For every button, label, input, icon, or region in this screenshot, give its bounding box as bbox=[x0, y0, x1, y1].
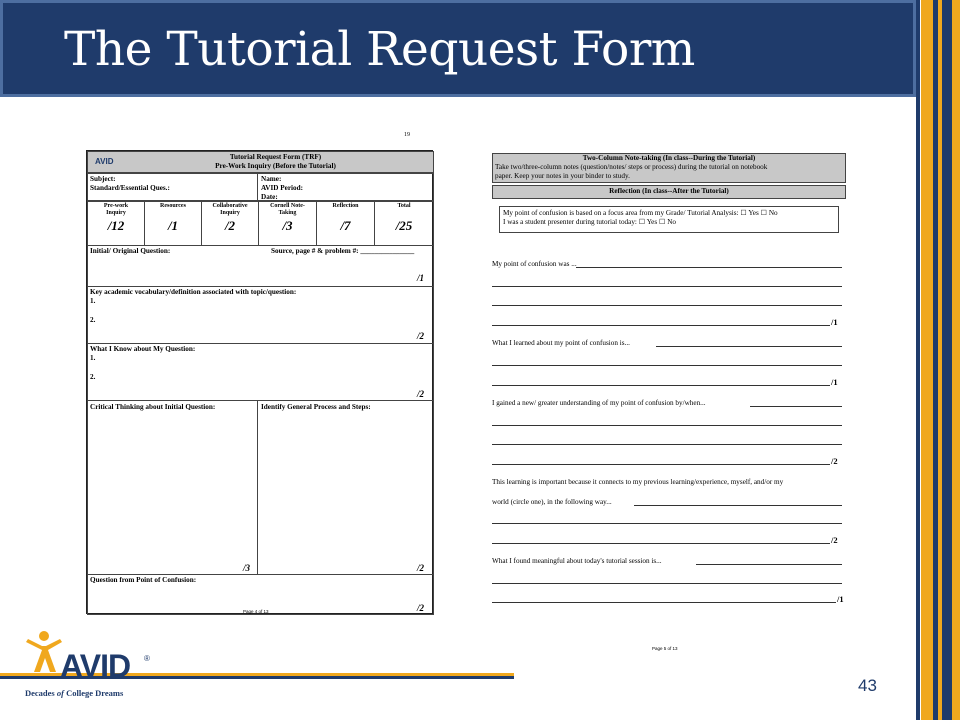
notes-title: Two-Column Note-taking (In class--During the Tutorial) bbox=[582, 154, 756, 162]
vocab-item-2: 2. bbox=[90, 316, 96, 324]
answer-line[interactable] bbox=[696, 564, 842, 565]
answer-line[interactable] bbox=[750, 406, 842, 407]
right-footer: Page 5 of 13 bbox=[652, 646, 678, 651]
left-footer: Page 4 of 13 bbox=[243, 609, 269, 614]
stripe-gold-4 bbox=[952, 0, 960, 720]
confusion-score: /2 bbox=[417, 603, 425, 613]
score-value-4: /3 bbox=[282, 218, 293, 233]
answer-line[interactable] bbox=[492, 325, 830, 326]
reflection-title: Reflection (In class--After the Tutorial) bbox=[609, 187, 729, 195]
avid-tagline bbox=[25, 688, 123, 698]
trf-form bbox=[86, 150, 433, 614]
know-label: What I Know about My Question: bbox=[90, 345, 196, 353]
stripe-gold-1 bbox=[916, 0, 920, 720]
avid-registered: ® bbox=[144, 654, 150, 663]
notes-body-1: Take two/three-column notes (question/notes/ steps or process) during the tutorial on notebook bbox=[495, 163, 768, 171]
score-value-5: /7 bbox=[340, 218, 351, 233]
know-item-1: 1. bbox=[90, 354, 96, 362]
answer-line[interactable] bbox=[656, 346, 842, 347]
answer-line[interactable] bbox=[492, 523, 842, 524]
tagline-of: of bbox=[56, 688, 64, 698]
answer-line[interactable] bbox=[492, 425, 842, 426]
answer-line[interactable] bbox=[492, 385, 830, 386]
score-3: /2 bbox=[831, 456, 838, 466]
prompt-2: What I learned about my point of confusion is... bbox=[492, 339, 630, 347]
score-4: /2 bbox=[831, 535, 838, 545]
date-label: Date: bbox=[261, 193, 278, 201]
prompt-4b: world (circle one), in the following way... bbox=[492, 498, 612, 506]
doc-page-number: 19 bbox=[404, 132, 410, 138]
reflection-form bbox=[486, 150, 858, 620]
score-value-6: /25 bbox=[395, 218, 413, 233]
score-value-3: /2 bbox=[224, 218, 236, 233]
score-label-5a: Reflection bbox=[332, 203, 359, 209]
score-5: /1 bbox=[837, 594, 844, 604]
process-label: Identify General Process and Steps: bbox=[261, 403, 371, 411]
prompt-5: What I found meaningful about today's tutorial session is... bbox=[492, 557, 662, 565]
critical-label: Critical Thinking about Initial Question: bbox=[90, 403, 216, 411]
trf-header-title: Tutorial Request Form (TRF) bbox=[229, 153, 322, 161]
stripe-gold-2 bbox=[921, 0, 933, 720]
score-label-6a: Total bbox=[397, 203, 411, 209]
vocab-label: Key academic vocabulary/definition associated with topic/question: bbox=[90, 288, 297, 296]
subject-label: Subject: bbox=[90, 175, 116, 183]
avid-figure-icon bbox=[24, 630, 64, 674]
vocab-item-1: 1. bbox=[90, 297, 96, 305]
focus-text[interactable]: My point of confusion is based on a focus area from my Grade/ Tutorial Analysis: ☐ Yes ☐ No bbox=[503, 209, 778, 217]
score-value-1: /12 bbox=[107, 218, 125, 233]
avid-wordmark: AVID bbox=[60, 648, 131, 684]
score-1: /1 bbox=[831, 317, 838, 327]
score-label-3b: Inquiry bbox=[220, 210, 240, 216]
trf-header-subtitle: Pre-Work Inquiry (Before the Tutorial) bbox=[215, 162, 336, 170]
critical-cell bbox=[87, 400, 258, 575]
avid-logo bbox=[20, 628, 160, 700]
score-label-1b: Inquiry bbox=[106, 210, 126, 216]
answer-line[interactable] bbox=[634, 505, 842, 506]
prompt-1: My point of confusion was ... bbox=[492, 260, 577, 268]
score-2: /1 bbox=[831, 377, 838, 387]
initial-question-label: Initial/ Original Question: bbox=[90, 247, 171, 255]
stripe-navy-2 bbox=[942, 0, 952, 720]
confusion-label: Question from Point of Confusion: bbox=[90, 576, 197, 584]
prompt-3: I gained a new/ greater understanding of my point of confusion by/when... bbox=[492, 399, 706, 407]
score-label-4a: Cornell Note- bbox=[270, 203, 305, 209]
score-value-2: /1 bbox=[167, 218, 179, 233]
standard-label: Standard/Essential Ques.: bbox=[90, 184, 170, 192]
vocab-score: /2 bbox=[417, 331, 425, 341]
answer-line[interactable] bbox=[492, 602, 836, 603]
answer-line[interactable] bbox=[576, 267, 842, 268]
answer-line[interactable] bbox=[492, 464, 830, 465]
score-label-2a: Resources bbox=[160, 203, 186, 209]
name-label: Name: bbox=[261, 175, 282, 183]
prompt-4a: This learning is important because it connects to my previous learning/experience, myself, and/or my bbox=[492, 478, 784, 486]
answer-line[interactable] bbox=[492, 444, 842, 445]
know-score: /2 bbox=[417, 389, 425, 399]
score-label-1a: Pre-work bbox=[103, 203, 129, 209]
slide-title: The Tutorial Request Form bbox=[64, 22, 695, 77]
period-label: AVID Period: bbox=[261, 184, 303, 192]
notes-body-2: paper. Keep your notes in your binder to study. bbox=[495, 172, 630, 180]
presenter-text[interactable]: I was a student presenter during tutorial today: ☐ Yes ☐ No bbox=[503, 218, 676, 226]
answer-line[interactable] bbox=[492, 583, 842, 584]
answer-line[interactable] bbox=[492, 543, 830, 544]
process-cell bbox=[257, 400, 434, 575]
score-label-4b: Taking bbox=[278, 210, 297, 216]
process-score: /2 bbox=[417, 563, 425, 573]
source-label: Source, page # & problem #: _______________ bbox=[271, 247, 415, 255]
trf-logo-small: AVID bbox=[95, 157, 114, 166]
answer-line[interactable] bbox=[492, 286, 842, 287]
score-label-3a: Collaborative bbox=[212, 203, 248, 209]
answer-line[interactable] bbox=[492, 305, 842, 306]
initial-score: /1 bbox=[417, 273, 425, 283]
tagline-pre: Decades bbox=[25, 688, 57, 698]
tagline-post: College Dreams bbox=[63, 688, 124, 698]
know-item-2: 2. bbox=[90, 373, 96, 381]
critical-score: /3 bbox=[243, 563, 251, 573]
page-number: 43 bbox=[858, 676, 877, 695]
answer-line[interactable] bbox=[492, 365, 842, 366]
